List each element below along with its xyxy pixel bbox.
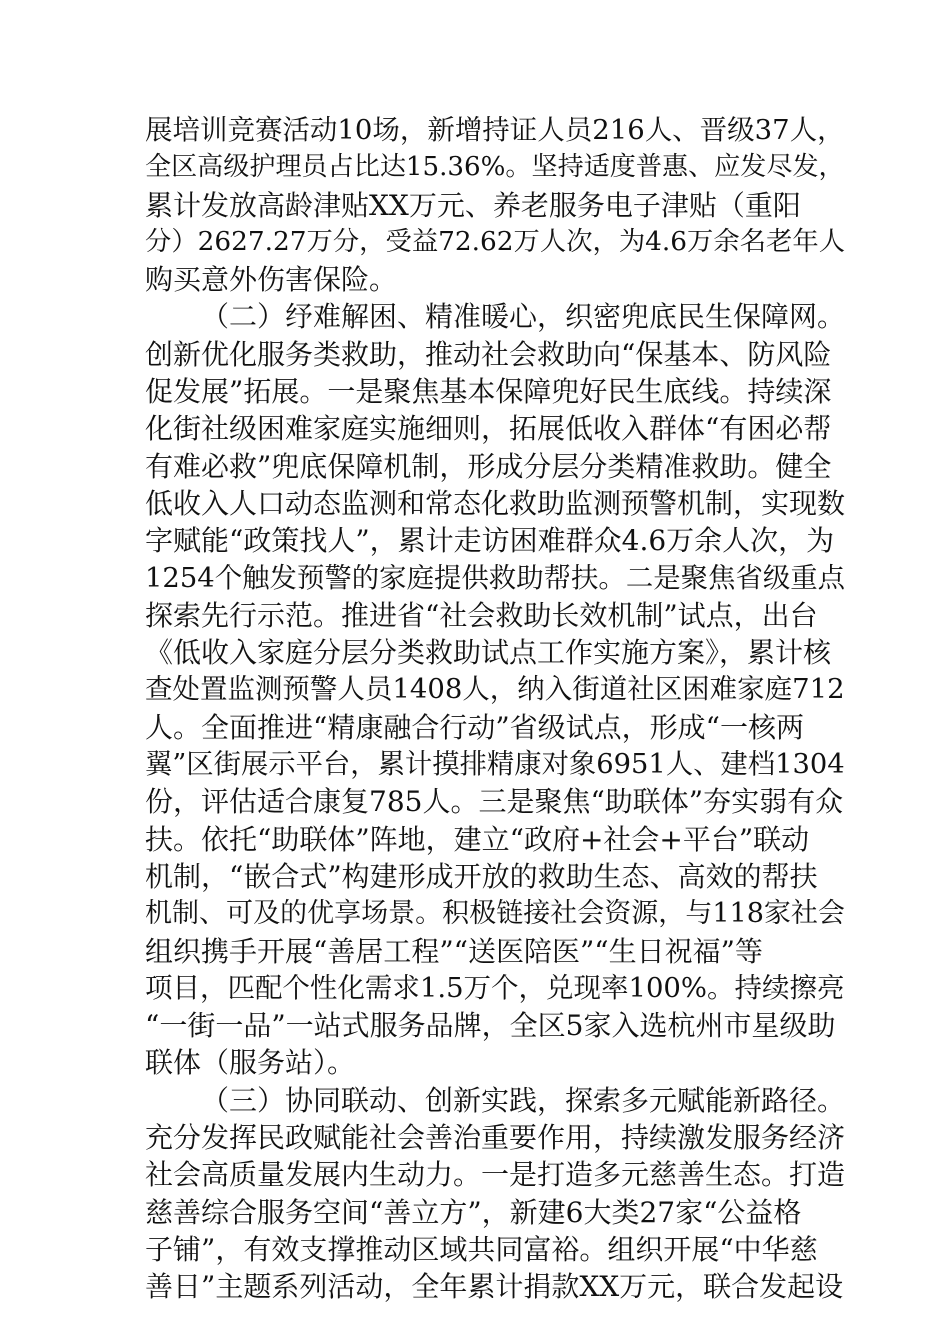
text-line: 慈善综合服务空间“善立方”，新建6大类27家“公益格 bbox=[145, 1195, 802, 1229]
text-line: 份，评估适合康复785人。三是聚焦“助联体”夯实弱有众 bbox=[145, 785, 844, 819]
text-line: 社会高质量发展内生动力。一是打造多元慈善生态。打造 bbox=[145, 1158, 846, 1192]
text-line: 查处置监测预警人员1408人，纳入街道社区困难家庭712 bbox=[145, 673, 845, 706]
text-line: 人。全面推进“精康融合行动”省级试点，形成“一核两 bbox=[145, 710, 804, 744]
text-line: 充分发挥民政赋能社会善治重要作用，持续激发服务经济 bbox=[145, 1121, 846, 1155]
text-line: 善日”主题系列活动，全年累计捐款XX万元，联合发起设 bbox=[145, 1270, 844, 1304]
text-line: 子铺”，有效支撑推动区域共同富裕。组织开展“中华慈 bbox=[145, 1232, 818, 1266]
text-line: 扶。依托“助联体”阵地，建立“政府+社会+平台”联动 bbox=[145, 822, 810, 856]
text-line: 机制、可及的优享场景。积极链接社会资源，与118家社会 bbox=[145, 898, 845, 930]
text-line: 促发展”拓展。一是聚焦基本保障兜好民生底线。持续深 bbox=[145, 375, 832, 409]
text-line: 探索先行示范。推进省“社会救助长效机制”试点，出台 bbox=[145, 598, 818, 632]
text-line: 累计发放高龄津贴XX万元、养老服务电子津贴（重阳 bbox=[145, 188, 801, 222]
text-line: 《低收入家庭分层分类救助试点工作实施方案》，累计核 bbox=[145, 636, 832, 670]
text-line: 化街社级困难家庭实施细则，拓展低收入群体“有困必帮 bbox=[145, 412, 832, 446]
text-line: “一街一品”一站式服务品牌，全区5家入选杭州市星级助 bbox=[145, 1009, 836, 1043]
section-heading-2: （二）纾难解困、精准暖心，织密兜底民生保障网。 bbox=[201, 300, 846, 334]
text-line: 项目，匹配个性化需求1.5万个，兑现率100%。持续擦亮 bbox=[145, 971, 845, 1004]
text-line: 分）2627.27万分，受益72.62万人次，为4.6万余名老年人 bbox=[145, 226, 846, 257]
text-line: 组织携手开展“善居工程”“送医陪医”“生日祝福”等 bbox=[145, 934, 763, 968]
text-line: 展培训竞赛活动10场，新增持证人员216人、晋级37人， bbox=[145, 114, 845, 146]
text-line: 有难必救”兜底保障机制，形成分层分类精准救助。健全 bbox=[145, 449, 832, 483]
text-line: 购买意外伤害保险。 bbox=[145, 263, 398, 297]
text-line: 翼”区街展示平台，累计摸排精康对象6951人、建档1304 bbox=[145, 749, 845, 781]
text-line: 低收入人口动态监测和常态化救助监测预警机制，实现数 bbox=[145, 486, 846, 520]
section-heading-3: （三）协同联动、创新实践，探索多元赋能新路径。 bbox=[201, 1083, 846, 1117]
text-line: 1254个触发预警的家庭提供救助帮扶。二是聚焦省级重点 bbox=[145, 562, 846, 594]
text-line: 机制，“嵌合式”构建形成开放的救助生态、高效的帮扶 bbox=[145, 859, 818, 893]
text-line: 全区高级护理员占比达15.36%。坚持适度普惠、应发尽发， bbox=[145, 152, 845, 183]
text-line: 创新优化服务类救助，推动社会救助向“保基本、防风险 bbox=[145, 337, 832, 371]
body-text bbox=[145, 112, 845, 1306]
text-line: 字赋能“政策找人”，累计走访困难群众4.6万余人次，为 bbox=[145, 524, 835, 558]
text-line: 联体（服务站）。 bbox=[145, 1046, 356, 1080]
